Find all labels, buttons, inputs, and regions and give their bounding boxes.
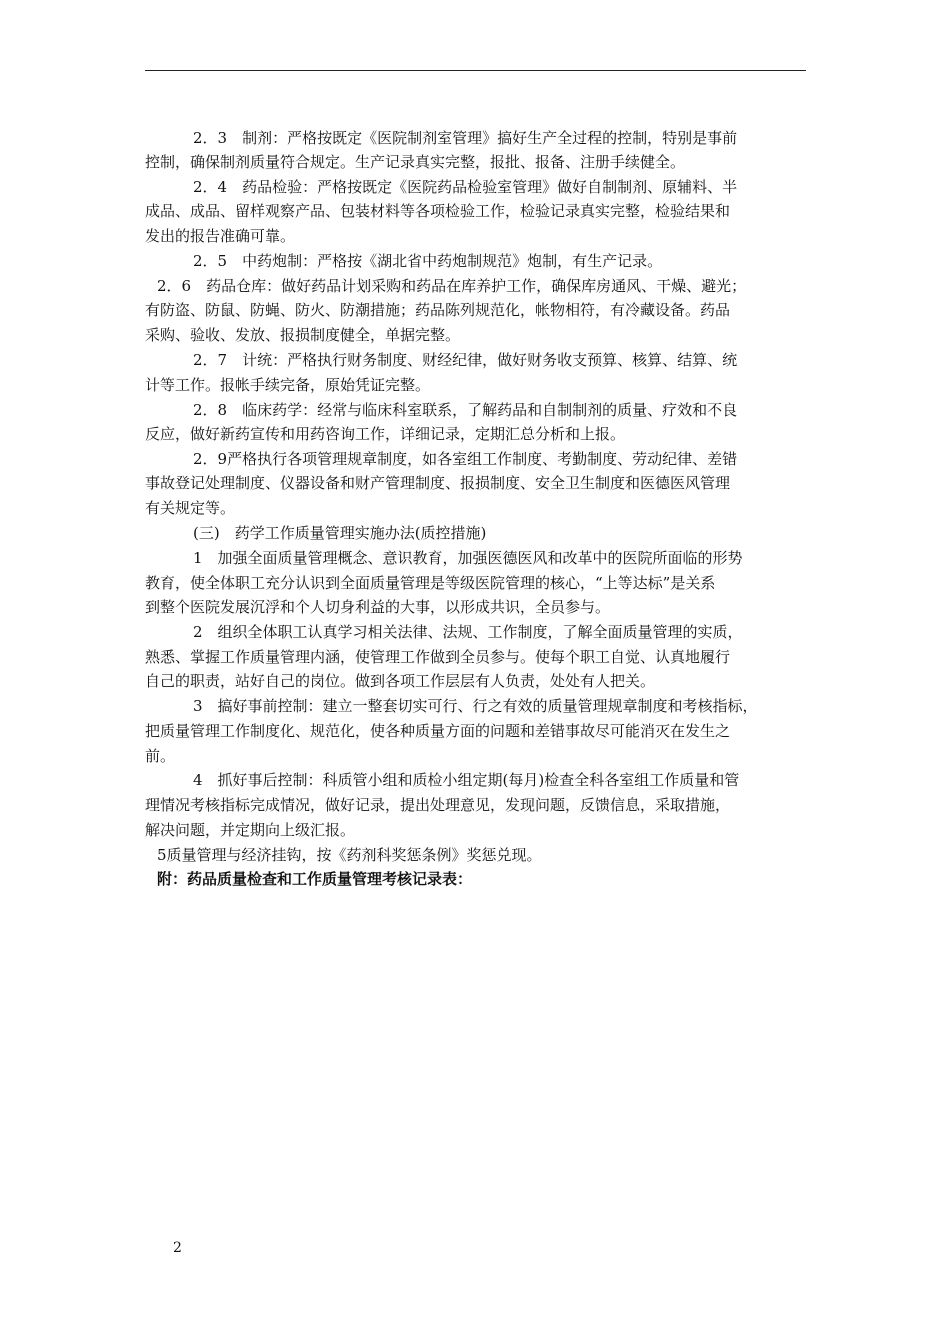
paragraph-line: 成品、成品、留样观察产品、包装材料等各项检验工作，检验记录真实完整，检验结果和 bbox=[145, 202, 731, 220]
paragraph-line: 2 组织全体职工认真学习相关法律、法规、工作制度，了解全面质量管理的实质， bbox=[193, 623, 743, 641]
paragraph-line: 熟悉、掌握工作质量管理内涵，使管理工作做到全员参与。使每个职工自觉、认真地履行 bbox=[145, 648, 731, 666]
header-rule bbox=[145, 70, 806, 71]
paragraph-line: 2．8 临床药学：经常与临床科室联系，了解药品和自制制剂的质量、疗效和不良 bbox=[193, 401, 738, 419]
paragraph-line: 4 抓好事后控制：科质管小组和质检小组定期(每月)检查全科各室组工作质量和管 bbox=[193, 771, 740, 789]
paragraph-line: 把质量管理工作制度化、规范化，使各种质量方面的问题和差错事故尽可能消灭在发生之 bbox=[145, 722, 731, 740]
paragraph-line: 解决问题，并定期向上级汇报。 bbox=[145, 821, 356, 839]
paragraph-line: 事故登记处理制度、仪器设备和财产管理制度、报损制度、安全卫生制度和医德医风管理 bbox=[145, 474, 731, 492]
paragraph-line: 控制，确保制剂质量符合规定。生产记录真实完整，报批、报备、注册手续健全。 bbox=[145, 153, 686, 171]
paragraph-line: 5质量管理与经济挂钩，按《药剂科奖惩条例》奖惩兑现。 bbox=[157, 846, 542, 864]
paragraph-line: 前。 bbox=[145, 747, 176, 765]
paragraph-line: 2．9严格执行各项管理规章制度，如各室组工作制度、考勤制度、劳动纪律、差错 bbox=[193, 450, 738, 468]
paragraph-line: 计等工作。报帐手续完备，原始凭证完整。 bbox=[145, 376, 431, 394]
paragraph-line: 到整个医院发展沉浮和个人切身利益的大事，以形成共识，全员参与。 bbox=[145, 598, 611, 616]
paragraph-line: 1 加强全面质量管理概念、意识教育，加强医德医风和改革中的医院所面临的形势 bbox=[193, 549, 743, 567]
paragraph-line: 理情况考核指标完成情况，做好记录，提出处理意见，发现问题，反馈信息，采取措施， bbox=[145, 796, 731, 814]
paragraph-line: 有防盗、防鼠、防蝇、防火、防潮措施；药品陈列规范化，帐物相符，有冷藏设备。药品 bbox=[145, 301, 731, 319]
paragraph-line: 自己的职责，站好自己的岗位。做到各项工作层层有人负责，处处有人把关。 bbox=[145, 672, 656, 690]
paragraph-line: 教育，使全体职工充分认识到全面质量管理是等级医院管理的核心，“上等达标”是关系 bbox=[145, 574, 716, 592]
paragraph-line: 反应，做好新药宣传和用药咨询工作，详细记录，定期汇总分析和上报。 bbox=[145, 425, 626, 443]
paragraph-line: 2．4 药品检验：严格按既定《医院药品检验室管理》做好自制制剂、原辅料、半 bbox=[193, 178, 738, 196]
section-heading: (三) 药学工作质量管理实施办法(质控措施) bbox=[193, 524, 487, 542]
paragraph-line: 有关规定等。 bbox=[145, 499, 236, 517]
paragraph-line: 2．3 制剂：严格按既定《医院制剂室管理》搞好生产全过程的控制，特别是事前 bbox=[193, 129, 738, 147]
paragraph-line: 采购、验收、发放、报损制度健全，单据完整。 bbox=[145, 326, 461, 344]
paragraph-line: 2．6 药品仓库：做好药品计划采购和药品在库养护工作，确保库房通风、干燥、避光； bbox=[157, 277, 747, 295]
appendix-heading: 附：药品质量检查和工作质量管理考核记录表： bbox=[157, 870, 473, 888]
paragraph-line: 2．5 中药炮制：严格按《湖北省中药炮制规范》炮制，有生产记录。 bbox=[193, 252, 663, 270]
paragraph-line: 3 搞好事前控制：建立一整套切实可行、行之有效的质量管理规章制度和考核指标， bbox=[193, 697, 758, 715]
paragraph-line: 发出的报告准确可靠。 bbox=[145, 227, 296, 245]
page-number: 2 bbox=[173, 1240, 182, 1256]
paragraph-line: 2．7 计统：严格执行财务制度、财经纪律，做好财务收支预算、核算、结算、统 bbox=[193, 351, 738, 369]
